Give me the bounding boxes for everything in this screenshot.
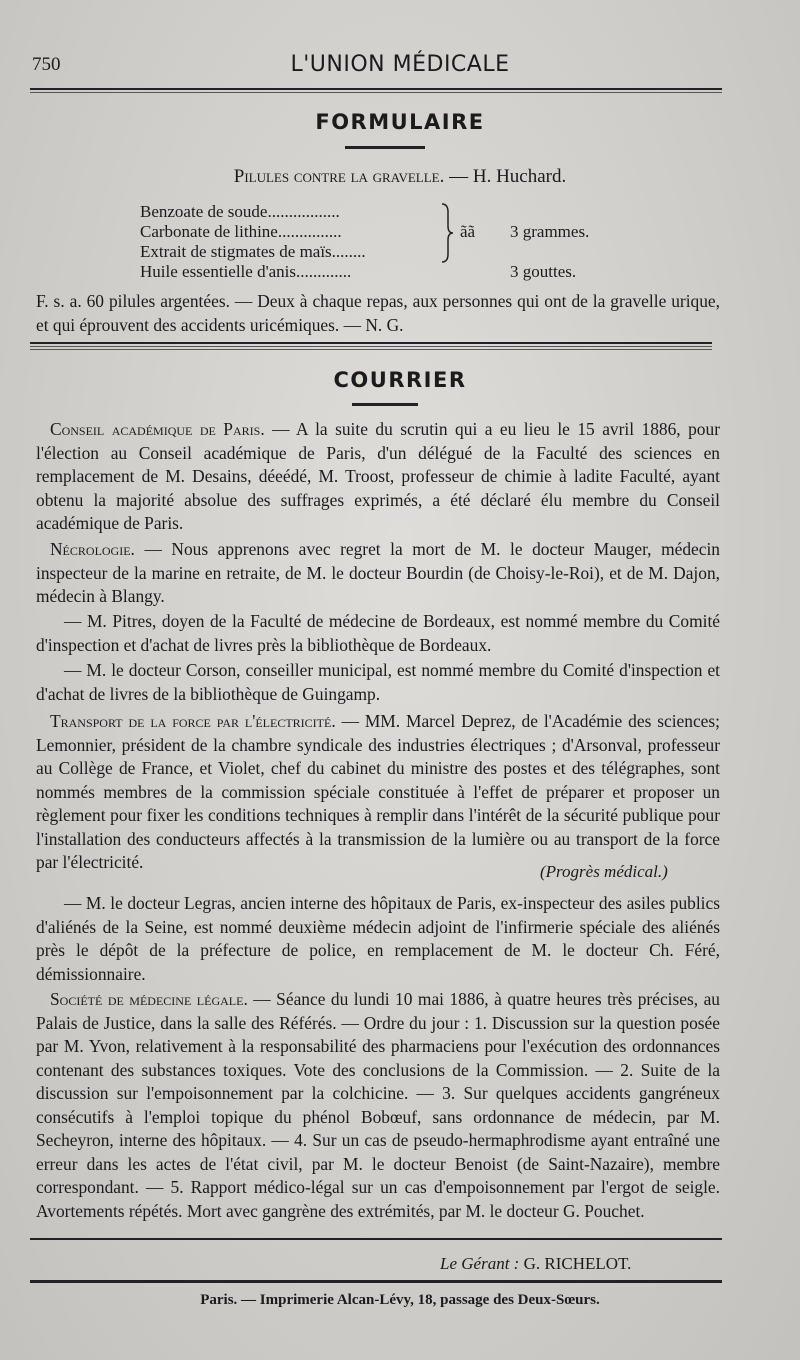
printer-line: Paris. — Imprimerie Alcan-Lévy, 18, passage des Deux-Sœurs. — [200, 1292, 600, 1308]
section-divider — [345, 146, 425, 149]
ingredient-2: Carbonate de lithine............... — [140, 222, 342, 241]
item-text: — M. le docteur Corson, conseiller municipal, est nommé membre du Comité d'inspection et d'achat de livres de la bibliothèque de Guingamp. — [36, 660, 720, 704]
item-text: — Nous apprenons avec regret la mort de M. le docteur Mauger, médecin inspecteur de la marine en retraite, de M. le docteur Bourdin (de Choisy-le-Roi), et de M. Dajon, médecin à Blangy. — [36, 539, 720, 606]
item-lead: Transport de la force par l'électricité. — [50, 711, 336, 731]
item-lead: Nécrologie. — [50, 539, 135, 559]
item-necrologie — [36, 538, 720, 609]
item-pitres — [36, 610, 720, 657]
shared-qty-prefix: ãã — [460, 222, 476, 241]
oil-qty: 3 gouttes. — [510, 262, 577, 281]
header-rule-thin — [30, 92, 722, 93]
section-rule-thin — [30, 346, 712, 347]
gerant-label: Le Gérant : — [440, 1254, 520, 1273]
item-text: — M. le docteur Legras, ancien interne des hôpitaux de Paris, ex-inspecteur des asiles publics d'aliénés de la Seine, est nommé deuxième médecin adjoint de l'infirmerie spéciale des aliénés près le dépôt de la préfecture de police, en remplacement de M. le docteur Ch. Féré, démissionnaire. — [36, 893, 720, 984]
formulaire-title: FORMULAIRE — [315, 110, 485, 134]
footer-rule-thick — [30, 1280, 722, 1283]
item-text: — Séance du lundi 10 mai 1886, à quatre heures très précises, au Palais de Justice, dans la salle des Référés. — Ordre du jour : 1. Discussion sur la question posée par M. Yvon, relativement à la responsabilité des pharmaciens pour l'exécution des ordonnances contenant des substances toxiques. Vote des conclusions de la Commission. — 2. Suite de la discussion sur l'empoisonnement par la colchicine. — 3. Sur quelques accidents gangréneux consécutifs à l'emploi topique du phénol Bobœuf, sans ordonnance de médecin, par M. Secheyron, interne des hôpitaux. — 4. Sur un cas de pseudo-hermaphrodisme ayant entraîné une erreur dans les actes de l'état civil, par M. le docteur Benoist (de Saint-Nazaire), membre correspondant. — 5. Rapport médico-légal sur un cas d'empoisonnement par l'ergot de seigle. Avortements répétés. Mort avec gangrène des extrémités, par M. le docteur G. Pouchet. — [36, 989, 721, 1221]
header-rule — [30, 88, 722, 90]
ingredient-4: Huile essentielle d'anis............. — [140, 262, 352, 281]
ingredient-brace — [440, 202, 454, 264]
item-societe-medecine-legale — [36, 988, 720, 1223]
shared-qty: 3 grammes. — [510, 222, 590, 241]
item-text: — MM. Marcel Deprez, de l'Académie des sciences; Lemonnier, président de la chambre syndicale des industries électriques ; d'Arsonval, professeur au Collège de France, et Violet, chef du cabinet du ministre des postes et des télégraphes, sont nommés membres de la commission spéciale constituée à l'effet de préparer et proposer un règlement pour fixer les conditions techniques à remplir dans l'intérêt de la sécurité publique pour l'installation des conducteurs affectés à la transmission de la lumière ou au transport de la force par l'électricité. — [36, 711, 720, 872]
section-rule — [30, 342, 712, 344]
item-conseil-academique — [36, 418, 720, 536]
page-number: 750 — [32, 54, 61, 75]
recipe-name: Pilules contre la gravelle. — [233, 166, 445, 187]
ingredient-3: Extrait de stigmates de maïs........ — [140, 242, 366, 261]
item-lead: Société de médecine légale. — [50, 989, 248, 1009]
item-corson — [36, 659, 720, 706]
recipe-author: — H. Huchard. — [449, 166, 567, 187]
gerant-name: G. RICHELOT. — [523, 1254, 632, 1273]
item-lead: Conseil académique de Paris. — [50, 419, 265, 439]
section-rule-thin-2 — [30, 349, 712, 350]
ingredient-1: Benzoate de soude................. — [140, 202, 340, 221]
recipe-instructions: F. s. a. 60 pilules argentées. — Deux à chaque repas, aux personnes qui ont de la gravelle urique, et qui éprouvent des accidents uricémiques. — N. G. — [36, 291, 720, 335]
source-note: (Progrès médical.) — [540, 862, 668, 881]
item-legras — [36, 892, 720, 986]
item-transport-force — [36, 710, 720, 875]
item-text: — A la suite du scrutin qui a eu lieu le 15 avril 1886, pour l'élection au Conseil académique de Paris, d'un délégué de la Faculté des sciences en remplacement de M. Desains, déeédé, M. Troost, professeur de chimie à ladite Faculté, ayant obtenu la majorité absolue des suffrages exprimés, a été déclaré élu membre du Conseil académique de Paris. — [36, 419, 720, 533]
item-text: — M. Pitres, doyen de la Faculté de médecine de Bordeaux, est nommé membre du Comité d'inspection et d'achat de livres près la bibliothèque de Bordeaux. — [36, 611, 720, 655]
journal-title: L'UNION MÉDICALE — [290, 52, 510, 77]
recipe-title — [0, 166, 800, 188]
courrier-title: COURRIER — [333, 368, 467, 392]
footer-rule — [30, 1238, 722, 1240]
gerant-line — [440, 1254, 631, 1274]
section-divider — [352, 403, 418, 406]
